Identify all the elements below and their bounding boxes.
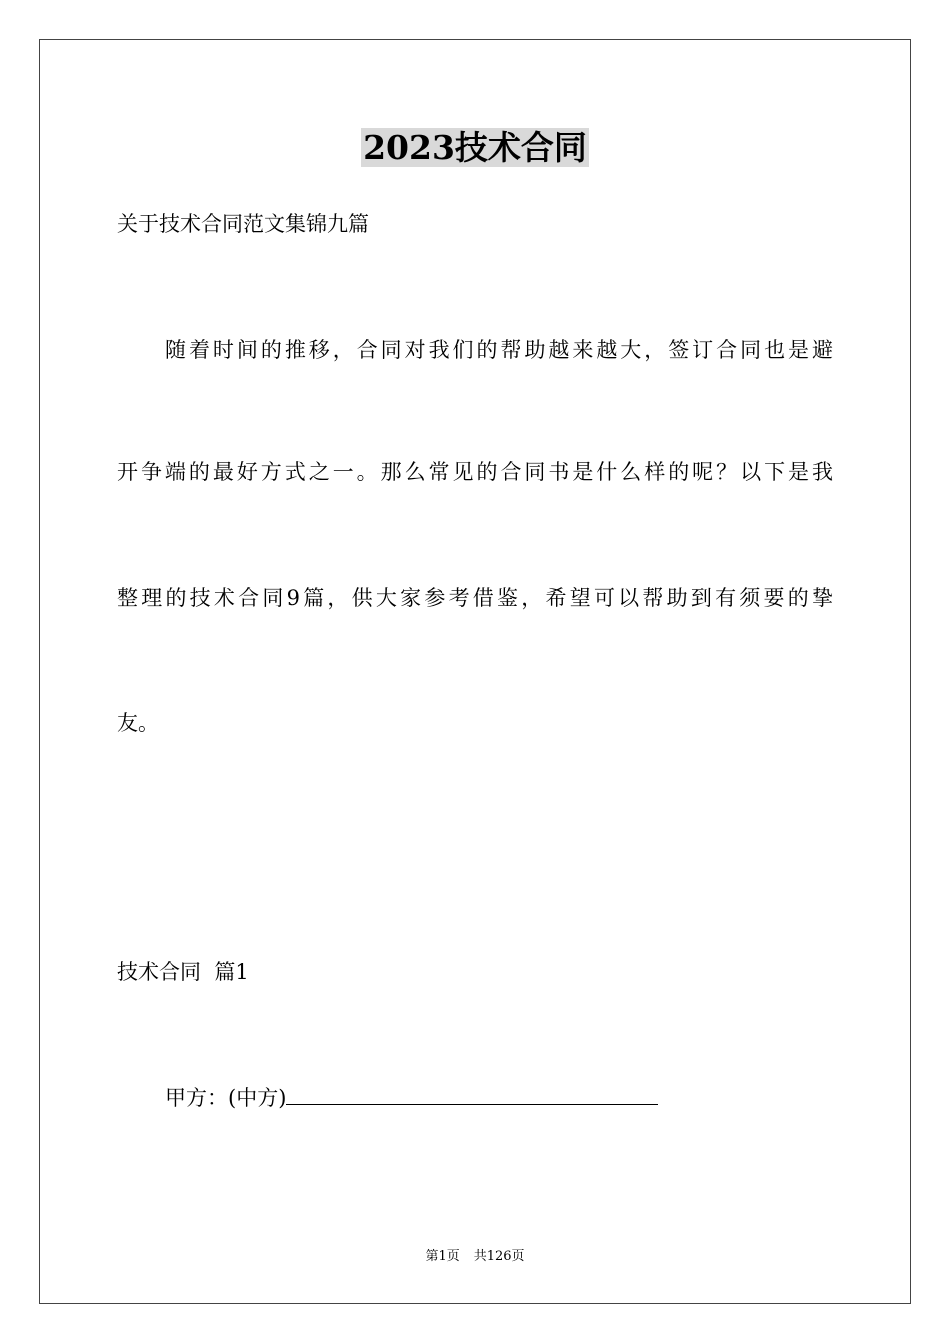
page-total: 共126页 xyxy=(473,1249,525,1264)
document-title-text: 2023技术合同 xyxy=(363,128,587,167)
page-footer xyxy=(0,1248,950,1266)
party-a-blank-line xyxy=(286,1082,658,1105)
page-number: 第1页 xyxy=(425,1249,460,1264)
paragraph-line-4: 友。 xyxy=(117,711,159,735)
party-a-row xyxy=(165,1082,658,1112)
paragraph-line-2: 开争端的最好方式之一。那么常见的合同书是什么样的呢？以下是我 xyxy=(117,460,833,484)
party-a-label: 甲方：(中方) xyxy=(165,1086,287,1110)
intro-line: 关于技术合同范文集锦九篇 xyxy=(117,212,369,236)
paragraph-line-3: 整理的技术合同9篇，供大家参考借鉴，希望可以帮助到有须要的挚 xyxy=(117,586,833,610)
paragraph-line-1: 随着时间的推移，合同对我们的帮助越来越大，签订合同也是避 xyxy=(165,338,833,362)
document-title xyxy=(0,128,950,168)
section-heading: 技术合同 篇1 xyxy=(117,960,249,984)
